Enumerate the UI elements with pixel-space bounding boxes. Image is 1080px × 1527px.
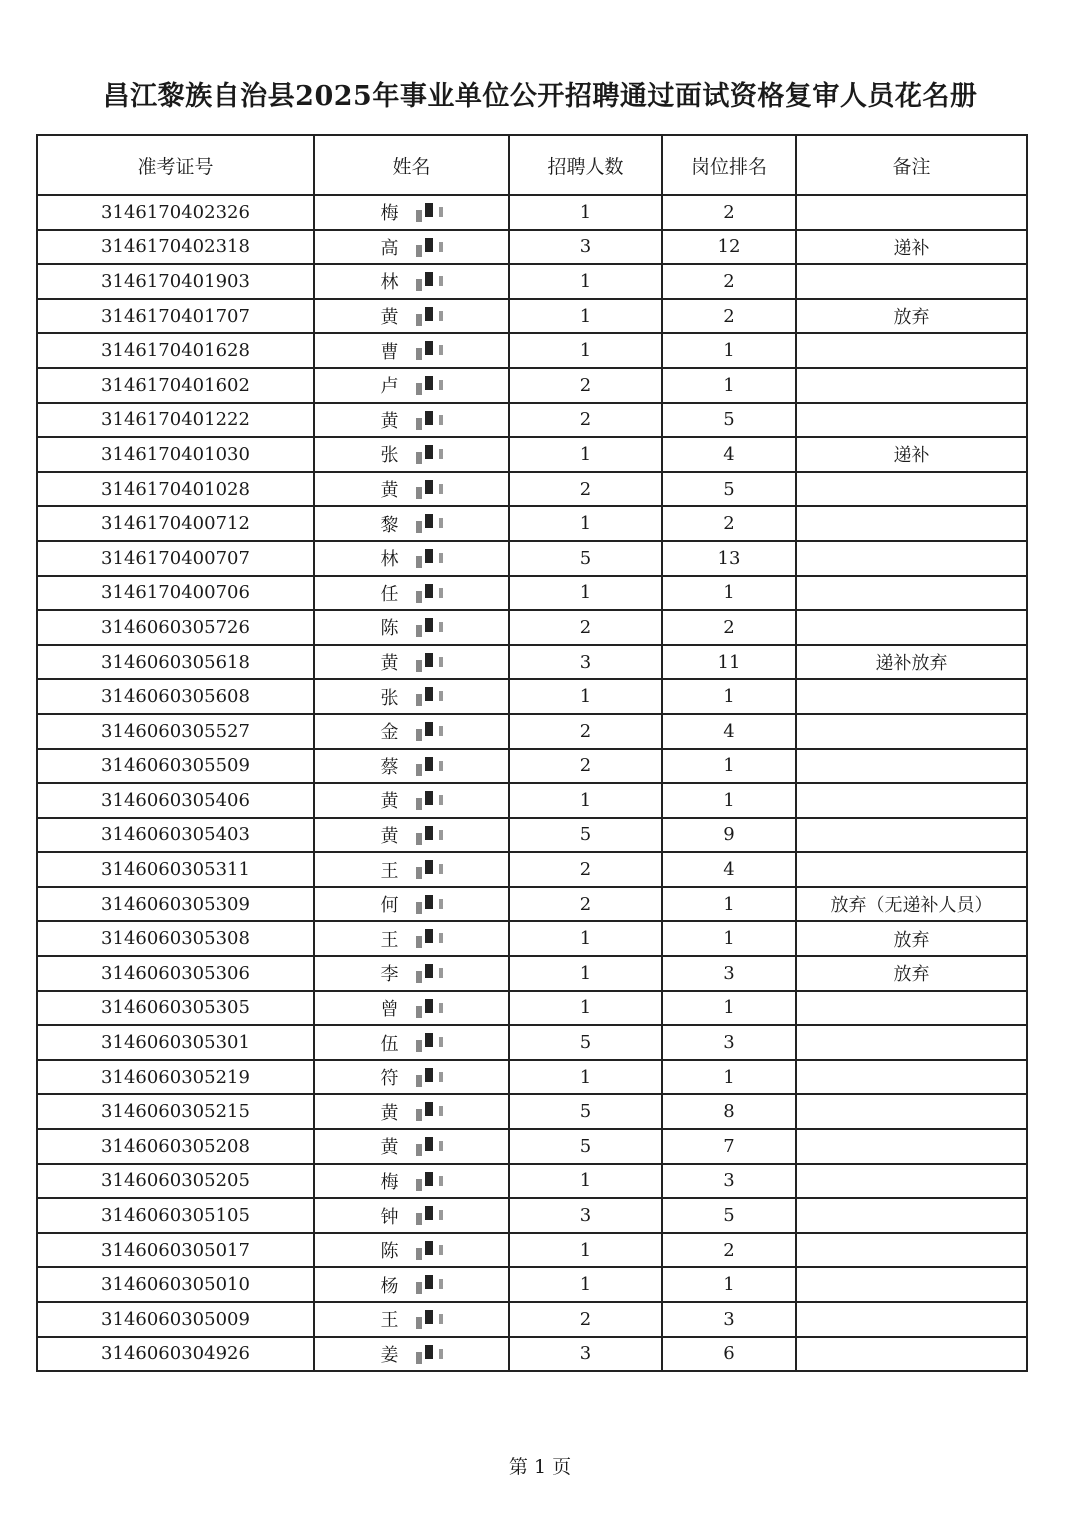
table-row xyxy=(37,195,1027,230)
name-text: 高 xyxy=(380,237,399,259)
cell-exam-id: 3146060305406 xyxy=(37,783,314,818)
cell-rank: 1 xyxy=(662,1267,796,1302)
cell-name xyxy=(314,991,509,1026)
cell-note xyxy=(796,1129,1027,1164)
cell-name xyxy=(314,1233,509,1268)
cell-quota: 1 xyxy=(509,195,662,230)
redaction-mark xyxy=(405,1134,453,1160)
table-row xyxy=(37,991,1027,1026)
cell-note xyxy=(796,610,1027,645)
cell-rank: 1 xyxy=(662,991,796,1026)
cell-name xyxy=(314,1164,509,1199)
redaction-mark xyxy=(405,823,453,849)
cell-exam-id: 3146060305608 xyxy=(37,679,314,714)
cell-exam-id: 3146060305215 xyxy=(37,1094,314,1129)
cell-note: 递补放弃 xyxy=(796,645,1027,680)
table-row xyxy=(37,1233,1027,1268)
cell-rank: 1 xyxy=(662,576,796,611)
cell-rank: 2 xyxy=(662,195,796,230)
cell-quota: 2 xyxy=(509,1302,662,1337)
cell-name xyxy=(314,749,509,784)
name-text: 杨 xyxy=(380,1275,399,1297)
redaction-mark xyxy=(405,408,453,434)
cell-name xyxy=(314,645,509,680)
table-row xyxy=(37,783,1027,818)
cell-note xyxy=(796,749,1027,784)
cell-quota: 2 xyxy=(509,852,662,887)
cell-quota: 5 xyxy=(509,818,662,853)
cell-name xyxy=(314,506,509,541)
table-row xyxy=(37,1337,1027,1372)
cell-name xyxy=(314,783,509,818)
cell-rank: 2 xyxy=(662,299,796,334)
cell-quota: 1 xyxy=(509,506,662,541)
cell-quota: 1 xyxy=(509,1060,662,1095)
redaction-mark xyxy=(405,650,453,676)
roster-table xyxy=(36,134,1028,1372)
cell-quota: 2 xyxy=(509,749,662,784)
cell-name xyxy=(314,1025,509,1060)
cell-name xyxy=(314,818,509,853)
name-text: 符 xyxy=(380,1068,399,1090)
table-row xyxy=(37,472,1027,507)
table-row xyxy=(37,1129,1027,1164)
cell-quota: 3 xyxy=(509,1198,662,1233)
cell-note xyxy=(796,264,1027,299)
cell-rank: 11 xyxy=(662,645,796,680)
cell-quota: 1 xyxy=(509,576,662,611)
cell-name xyxy=(314,1129,509,1164)
name-text: 黄 xyxy=(380,307,399,329)
cell-exam-id: 3146060304926 xyxy=(37,1337,314,1372)
cell-exam-id: 3146170400712 xyxy=(37,506,314,541)
name-text: 李 xyxy=(380,964,399,986)
table-row xyxy=(37,1060,1027,1095)
table-row xyxy=(37,749,1027,784)
cell-quota: 5 xyxy=(509,1094,662,1129)
name-text: 林 xyxy=(380,272,399,294)
header-exam-id: 准考证号 xyxy=(37,135,314,195)
cell-note xyxy=(796,333,1027,368)
name-text: 曹 xyxy=(380,341,399,363)
cell-note xyxy=(796,541,1027,576)
cell-note: 放弃 xyxy=(796,956,1027,991)
redaction-mark xyxy=(405,719,453,745)
header-row xyxy=(37,135,1027,195)
name-text: 蔡 xyxy=(380,756,399,778)
redaction-mark xyxy=(405,477,453,503)
cell-exam-id: 3146060305017 xyxy=(37,1233,314,1268)
cell-quota: 1 xyxy=(509,437,662,472)
cell-quota: 1 xyxy=(509,333,662,368)
cell-exam-id: 3146170401028 xyxy=(37,472,314,507)
cell-rank: 3 xyxy=(662,1025,796,1060)
cell-quota: 2 xyxy=(509,472,662,507)
redaction-mark xyxy=(405,684,453,710)
table-header xyxy=(37,135,1027,195)
table-row xyxy=(37,1267,1027,1302)
redaction-mark xyxy=(405,615,453,641)
cell-rank: 2 xyxy=(662,264,796,299)
name-text: 姜 xyxy=(380,1344,399,1366)
name-text: 黄 xyxy=(380,480,399,502)
cell-note xyxy=(796,1094,1027,1129)
name-text: 黄 xyxy=(380,791,399,813)
name-text: 黄 xyxy=(380,653,399,675)
name-text: 黄 xyxy=(380,1102,399,1124)
cell-note xyxy=(796,1337,1027,1372)
redaction-mark xyxy=(405,1342,453,1368)
name-text: 张 xyxy=(380,687,399,709)
cell-name xyxy=(314,1302,509,1337)
cell-note: 放弃 xyxy=(796,299,1027,334)
name-text: 梅 xyxy=(380,203,399,225)
cell-note xyxy=(796,368,1027,403)
cell-quota: 1 xyxy=(509,991,662,1026)
redaction-mark xyxy=(405,1272,453,1298)
redaction-mark xyxy=(405,511,453,537)
cell-quota: 2 xyxy=(509,610,662,645)
cell-exam-id: 3146060305219 xyxy=(37,1060,314,1095)
cell-exam-id: 3146170400706 xyxy=(37,576,314,611)
name-text: 王 xyxy=(380,929,399,951)
cell-note xyxy=(796,195,1027,230)
cell-exam-id: 3146170401707 xyxy=(37,299,314,334)
cell-name xyxy=(314,230,509,265)
header-name: 姓名 xyxy=(314,135,509,195)
cell-exam-id: 3146060305306 xyxy=(37,956,314,991)
cell-rank: 3 xyxy=(662,956,796,991)
table-row xyxy=(37,645,1027,680)
table-body xyxy=(37,195,1027,1371)
name-text: 王 xyxy=(380,860,399,882)
redaction-mark xyxy=(405,961,453,987)
cell-name xyxy=(314,195,509,230)
cell-note xyxy=(796,991,1027,1026)
redaction-mark xyxy=(405,269,453,295)
cell-rank: 1 xyxy=(662,749,796,784)
cell-quota: 1 xyxy=(509,1164,662,1199)
cell-note xyxy=(796,818,1027,853)
cell-exam-id: 3146170401222 xyxy=(37,403,314,438)
redaction-mark xyxy=(405,788,453,814)
cell-exam-id: 3146060305105 xyxy=(37,1198,314,1233)
redaction-mark xyxy=(405,1307,453,1333)
table-row xyxy=(37,1198,1027,1233)
header-quota: 招聘人数 xyxy=(509,135,662,195)
cell-exam-id: 3146060305009 xyxy=(37,1302,314,1337)
cell-quota: 3 xyxy=(509,1337,662,1372)
cell-quota: 1 xyxy=(509,264,662,299)
cell-rank: 1 xyxy=(662,1060,796,1095)
cell-exam-id: 3146060305208 xyxy=(37,1129,314,1164)
name-text: 林 xyxy=(380,549,399,571)
cell-name xyxy=(314,679,509,714)
cell-name xyxy=(314,437,509,472)
cell-note xyxy=(796,714,1027,749)
cell-rank: 13 xyxy=(662,541,796,576)
cell-exam-id: 3146170401628 xyxy=(37,333,314,368)
cell-quota: 5 xyxy=(509,1025,662,1060)
cell-rank: 9 xyxy=(662,818,796,853)
name-text: 梅 xyxy=(380,1171,399,1193)
cell-exam-id: 3146060305305 xyxy=(37,991,314,1026)
name-text: 陈 xyxy=(380,1241,399,1263)
cell-name xyxy=(314,852,509,887)
cell-exam-id: 3146170402326 xyxy=(37,195,314,230)
redaction-mark xyxy=(405,1203,453,1229)
cell-exam-id: 3146060305309 xyxy=(37,887,314,922)
table-row xyxy=(37,921,1027,956)
cell-quota: 3 xyxy=(509,645,662,680)
cell-quota: 5 xyxy=(509,541,662,576)
name-text: 黄 xyxy=(380,410,399,432)
cell-name xyxy=(314,1337,509,1372)
table-row xyxy=(37,818,1027,853)
name-text: 张 xyxy=(380,445,399,467)
cell-rank: 1 xyxy=(662,887,796,922)
cell-note xyxy=(796,1060,1027,1095)
name-text: 王 xyxy=(380,1310,399,1332)
cell-note: 递补 xyxy=(796,230,1027,265)
cell-quota: 1 xyxy=(509,956,662,991)
redaction-mark xyxy=(405,1099,453,1125)
name-text: 何 xyxy=(380,895,399,917)
cell-rank: 5 xyxy=(662,472,796,507)
table-row xyxy=(37,333,1027,368)
cell-quota: 2 xyxy=(509,403,662,438)
table-row xyxy=(37,299,1027,334)
redaction-mark xyxy=(405,200,453,226)
table-row xyxy=(37,1164,1027,1199)
cell-name xyxy=(314,1198,509,1233)
cell-exam-id: 3146060305403 xyxy=(37,818,314,853)
cell-rank: 5 xyxy=(662,403,796,438)
table-row xyxy=(37,714,1027,749)
table-row xyxy=(37,368,1027,403)
cell-name xyxy=(314,264,509,299)
name-text: 黄 xyxy=(380,825,399,847)
cell-rank: 2 xyxy=(662,610,796,645)
name-text: 黄 xyxy=(380,1137,399,1159)
redaction-mark xyxy=(405,546,453,572)
cell-name xyxy=(314,887,509,922)
table-row xyxy=(37,956,1027,991)
cell-rank: 1 xyxy=(662,368,796,403)
cell-exam-id: 3146060305527 xyxy=(37,714,314,749)
redaction-mark xyxy=(405,892,453,918)
table-row xyxy=(37,437,1027,472)
cell-name xyxy=(314,403,509,438)
cell-quota: 2 xyxy=(509,887,662,922)
redaction-mark xyxy=(405,857,453,883)
cell-exam-id: 3146060305308 xyxy=(37,921,314,956)
table-row xyxy=(37,679,1027,714)
cell-quota: 1 xyxy=(509,1233,662,1268)
name-text: 陈 xyxy=(380,618,399,640)
page-title: 昌江黎族自治县2025年事业单位公开招聘通过面试资格复审人员花名册 xyxy=(102,81,978,112)
cell-exam-id: 3146170401030 xyxy=(37,437,314,472)
redaction-mark xyxy=(405,442,453,468)
cell-note xyxy=(796,1198,1027,1233)
table-row xyxy=(37,506,1027,541)
redaction-mark xyxy=(405,996,453,1022)
cell-note xyxy=(796,783,1027,818)
name-text: 金 xyxy=(380,722,399,744)
cell-rank: 3 xyxy=(662,1164,796,1199)
cell-note xyxy=(796,1302,1027,1337)
redaction-mark xyxy=(405,304,453,330)
cell-exam-id: 3146170400707 xyxy=(37,541,314,576)
name-text: 任 xyxy=(380,583,399,605)
cell-note xyxy=(796,403,1027,438)
cell-note xyxy=(796,506,1027,541)
header-rank: 岗位排名 xyxy=(662,135,796,195)
cell-exam-id: 3146060305010 xyxy=(37,1267,314,1302)
cell-name xyxy=(314,956,509,991)
table-row xyxy=(37,852,1027,887)
cell-quota: 2 xyxy=(509,368,662,403)
redaction-mark xyxy=(405,338,453,364)
cell-note xyxy=(796,1233,1027,1268)
cell-name xyxy=(314,921,509,956)
name-text: 曾 xyxy=(380,998,399,1020)
redaction-mark xyxy=(405,754,453,780)
table-row xyxy=(37,1094,1027,1129)
cell-exam-id: 3146060305205 xyxy=(37,1164,314,1199)
cell-note: 放弃 xyxy=(796,921,1027,956)
cell-quota: 2 xyxy=(509,714,662,749)
cell-name xyxy=(314,299,509,334)
table-row xyxy=(37,1302,1027,1337)
cell-rank: 4 xyxy=(662,437,796,472)
cell-rank: 3 xyxy=(662,1302,796,1337)
cell-name xyxy=(314,472,509,507)
redaction-mark xyxy=(405,373,453,399)
cell-quota: 5 xyxy=(509,1129,662,1164)
cell-rank: 8 xyxy=(662,1094,796,1129)
page-number: 第 1 页 xyxy=(508,1456,572,1478)
cell-name xyxy=(314,576,509,611)
table-row xyxy=(37,264,1027,299)
cell-quota: 1 xyxy=(509,299,662,334)
cell-exam-id: 3146060305301 xyxy=(37,1025,314,1060)
cell-exam-id: 3146170401903 xyxy=(37,264,314,299)
cell-name xyxy=(314,1094,509,1129)
cell-name xyxy=(314,714,509,749)
redaction-mark xyxy=(405,1238,453,1264)
redaction-mark xyxy=(405,581,453,607)
redaction-mark xyxy=(405,1030,453,1056)
cell-rank: 12 xyxy=(662,230,796,265)
cell-quota: 1 xyxy=(509,1267,662,1302)
cell-note xyxy=(796,1164,1027,1199)
cell-quota: 1 xyxy=(509,783,662,818)
cell-note xyxy=(796,852,1027,887)
cell-note xyxy=(796,679,1027,714)
cell-quota: 1 xyxy=(509,921,662,956)
cell-exam-id: 3146060305618 xyxy=(37,645,314,680)
table-row xyxy=(37,610,1027,645)
cell-name xyxy=(314,541,509,576)
cell-note xyxy=(796,472,1027,507)
cell-rank: 1 xyxy=(662,679,796,714)
cell-rank: 1 xyxy=(662,783,796,818)
cell-rank: 6 xyxy=(662,1337,796,1372)
cell-note xyxy=(796,576,1027,611)
cell-name xyxy=(314,1267,509,1302)
cell-name xyxy=(314,368,509,403)
cell-rank: 4 xyxy=(662,714,796,749)
cell-rank: 1 xyxy=(662,921,796,956)
table-row xyxy=(37,1025,1027,1060)
cell-rank: 5 xyxy=(662,1198,796,1233)
name-text: 钟 xyxy=(380,1206,399,1228)
cell-rank: 1 xyxy=(662,333,796,368)
table-row xyxy=(37,230,1027,265)
cell-rank: 4 xyxy=(662,852,796,887)
cell-name xyxy=(314,333,509,368)
name-text: 黎 xyxy=(380,514,399,536)
cell-exam-id: 3146060305726 xyxy=(37,610,314,645)
table-row xyxy=(37,887,1027,922)
cell-rank: 2 xyxy=(662,1233,796,1268)
cell-note xyxy=(796,1025,1027,1060)
redaction-mark xyxy=(405,926,453,952)
cell-note xyxy=(796,1267,1027,1302)
cell-rank: 7 xyxy=(662,1129,796,1164)
redaction-mark xyxy=(405,1169,453,1195)
redaction-mark xyxy=(405,235,453,261)
table-row xyxy=(37,576,1027,611)
redaction-mark xyxy=(405,1065,453,1091)
cell-note: 递补 xyxy=(796,437,1027,472)
cell-note: 放弃（无递补人员） xyxy=(796,887,1027,922)
cell-exam-id: 3146060305311 xyxy=(37,852,314,887)
cell-exam-id: 3146170401602 xyxy=(37,368,314,403)
cell-name xyxy=(314,610,509,645)
cell-exam-id: 3146060305509 xyxy=(37,749,314,784)
table-row xyxy=(37,403,1027,438)
table-row xyxy=(37,541,1027,576)
cell-rank: 2 xyxy=(662,506,796,541)
header-note: 备注 xyxy=(796,135,1027,195)
cell-exam-id: 3146170402318 xyxy=(37,230,314,265)
cell-quota: 3 xyxy=(509,230,662,265)
name-text: 伍 xyxy=(380,1033,399,1055)
name-text: 卢 xyxy=(380,376,399,398)
cell-quota: 1 xyxy=(509,679,662,714)
cell-name xyxy=(314,1060,509,1095)
